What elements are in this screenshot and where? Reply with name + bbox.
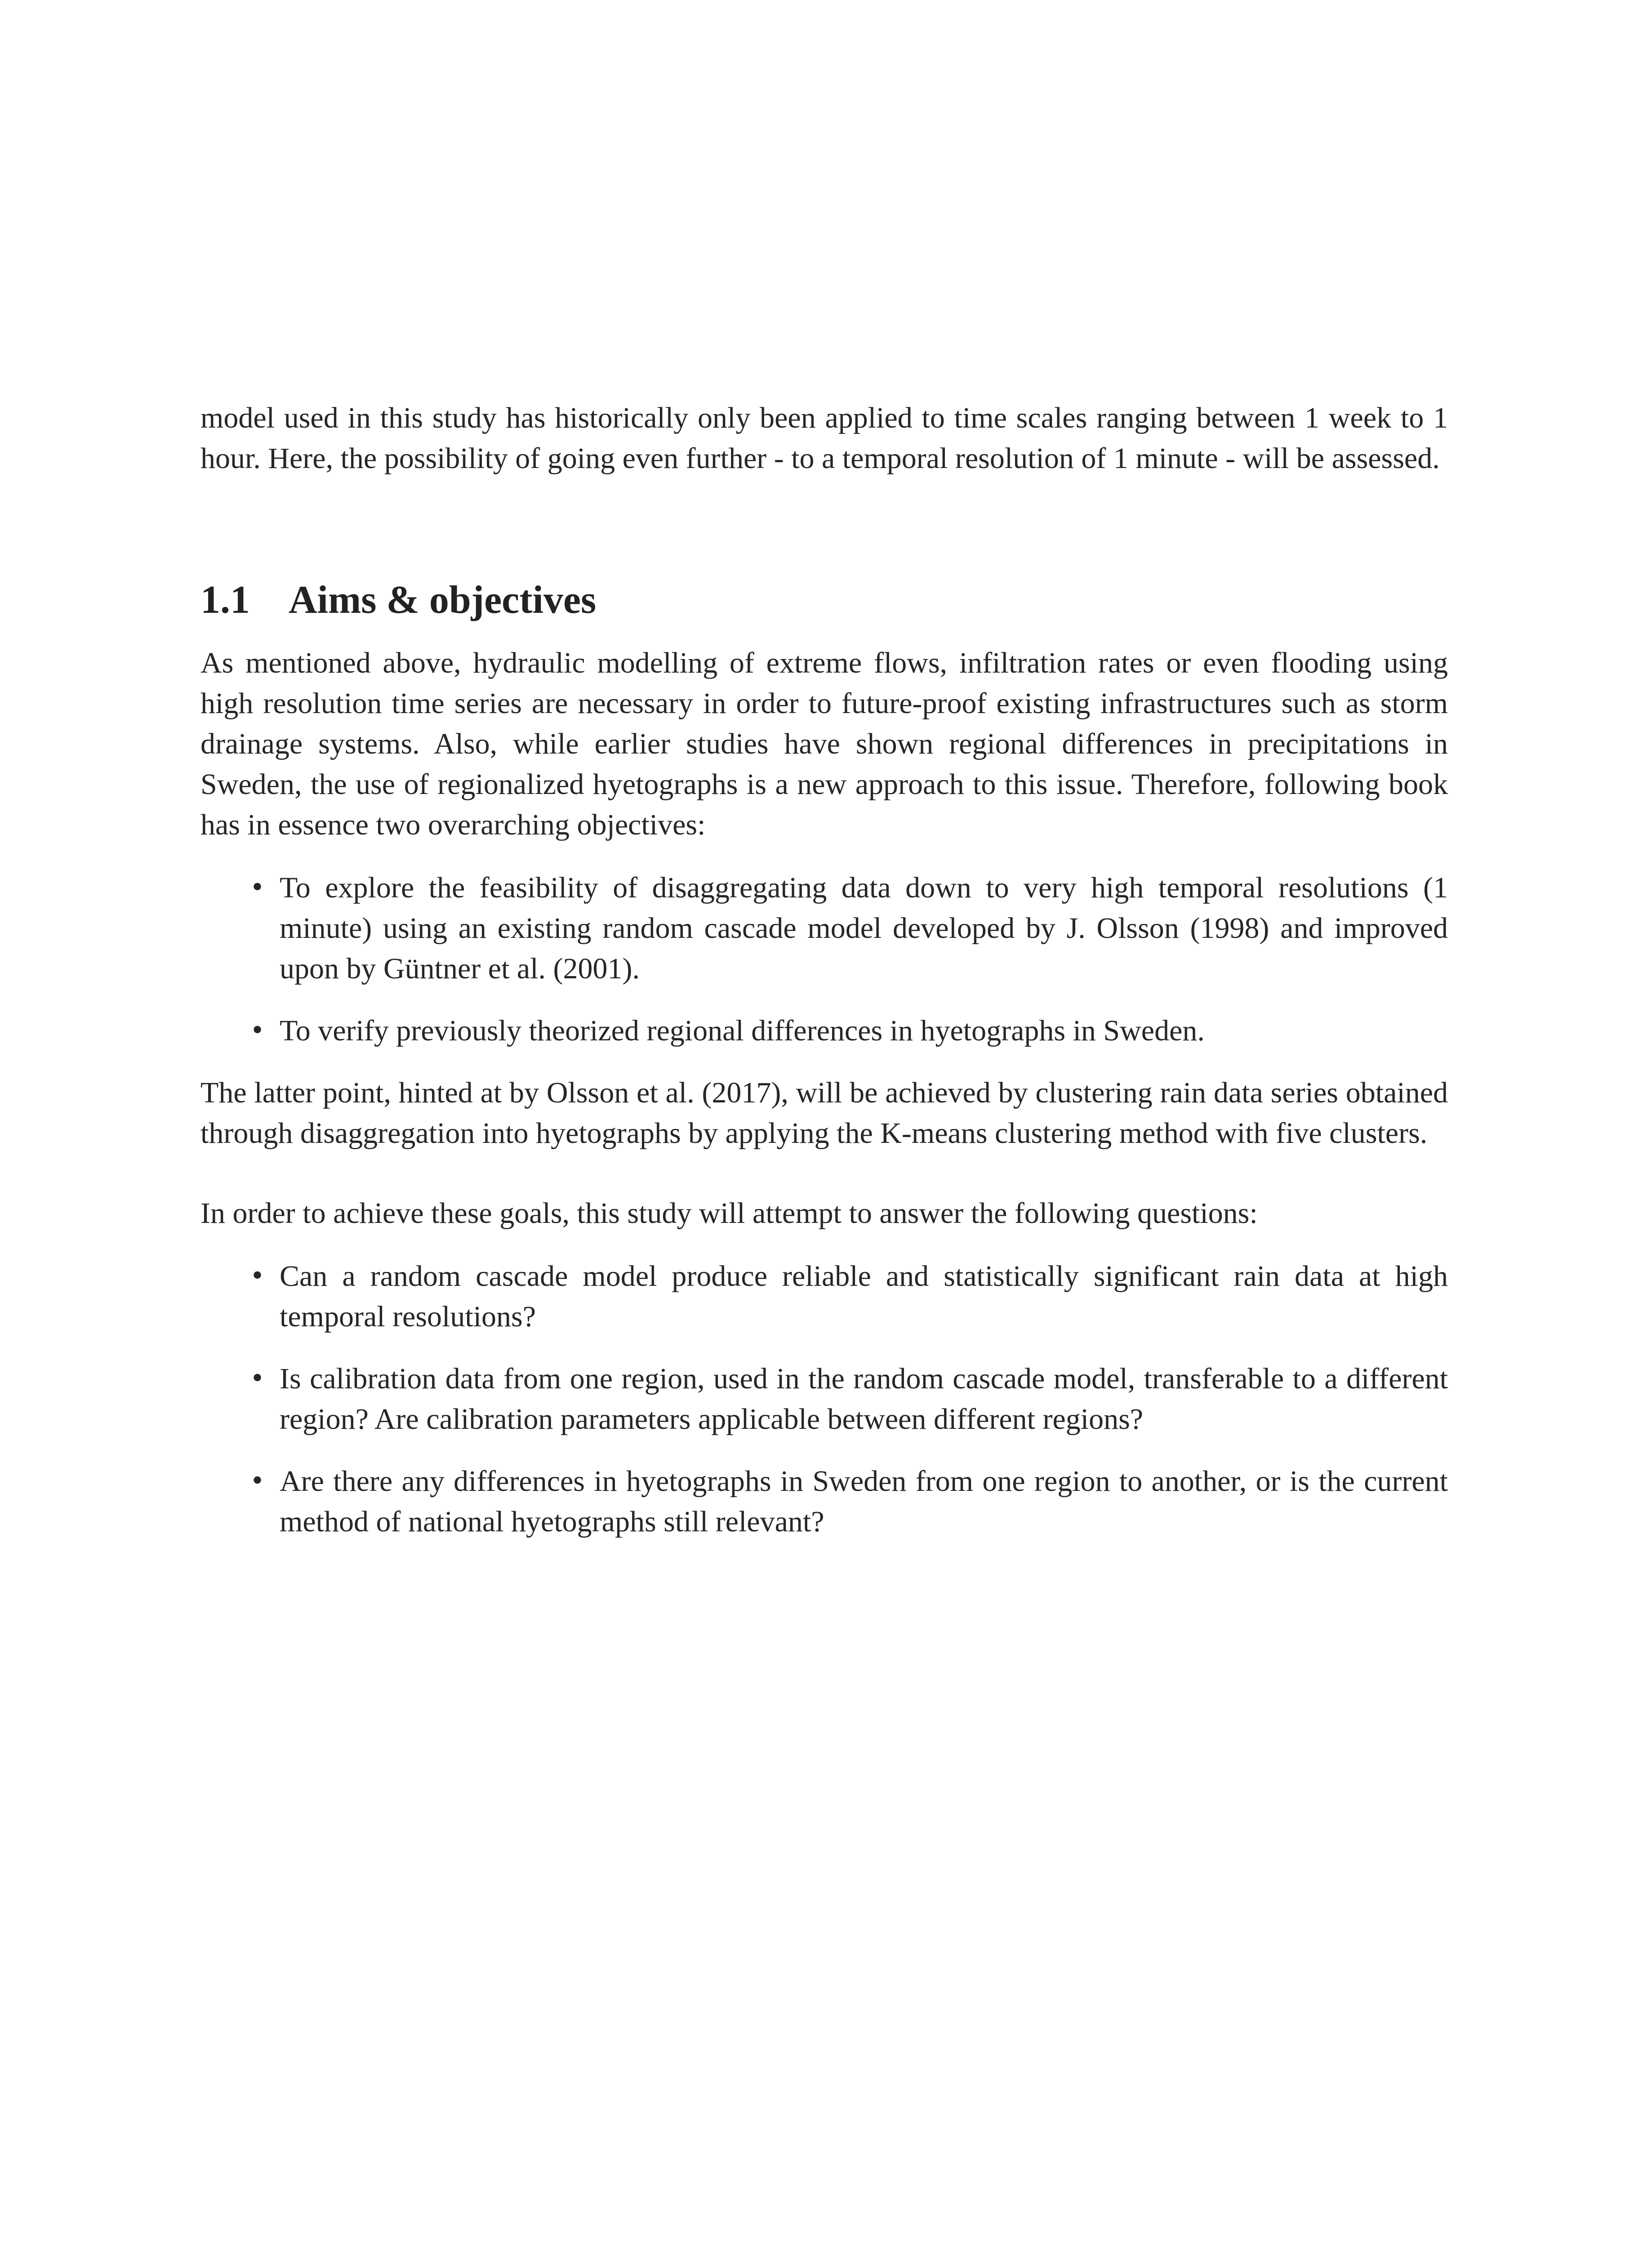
list-item (200, 1256, 1448, 1337)
list-item (200, 1461, 1448, 1542)
section-number: 1.1 (200, 578, 250, 622)
question-text: Can a random cascade model produce reliable and statistically significant rain data at high temporal resolutions? (280, 1260, 1448, 1333)
bullet-icon: • (250, 1467, 265, 1496)
list-item (200, 1359, 1448, 1440)
objective-text: To verify previously theorized regional differences in hyetographs in Sweden. (280, 1014, 1205, 1047)
intro-paragraph: model used in this study has historically only been applied to time scales ranging between 1 week to 1 hour. Here, the possibility of going even further - to a temporal resolution of 1 minute - will be assessed. (200, 401, 1448, 475)
aims-paragraph: As mentioned above, hydraulic modelling of extreme flows, infiltration rates or even flooding using high resolution time series are necessary in order to future-proof existing infrastructures such as storm drainage systems. Also, while earlier studies have shown regional differences in precipitations in Sweden, the use of regionalized hyetographs is a new approach to this issue. Therefore, following book has in essence two overarching objectives: (200, 647, 1448, 841)
bullet-icon: • (250, 873, 265, 902)
bullet-icon: • (250, 1262, 265, 1291)
list-item (200, 1011, 1448, 1051)
clustering-paragraph: The latter point, hinted at by Olsson et al. (2017), will be achieved by clustering rain data series obtained through disaggregation into hyetographs by applying the K-means clustering method with five clusters. (200, 1076, 1448, 1150)
page-body (200, 398, 1448, 1564)
section-title: Aims & objectives (289, 578, 597, 622)
bullet-icon: • (250, 1016, 265, 1045)
questions-intro-paragraph: In order to achieve these goals, this study will attempt to answer the following questions: (200, 1197, 1258, 1230)
section-heading (200, 575, 1448, 625)
list-item (200, 868, 1448, 989)
objectives-list (200, 868, 1448, 1051)
objective-text: To explore the feasibility of disaggregating data down to very high temporal resolutions (1 minute) using an existing random cascade model developed by J. Olsson (1998) and improved upon by Güntner et al. (2001). (280, 871, 1448, 985)
bullet-icon: • (250, 1364, 265, 1393)
question-text: Is calibration data from one region, used in the random cascade model, transferable to a different region? Are calibration parameters applicable between different regions? (280, 1362, 1448, 1436)
questions-list (200, 1256, 1448, 1542)
question-text: Are there any differences in hyetographs in Sweden from one region to another, or is the current method of national hyetographs still relevant? (280, 1465, 1448, 1538)
